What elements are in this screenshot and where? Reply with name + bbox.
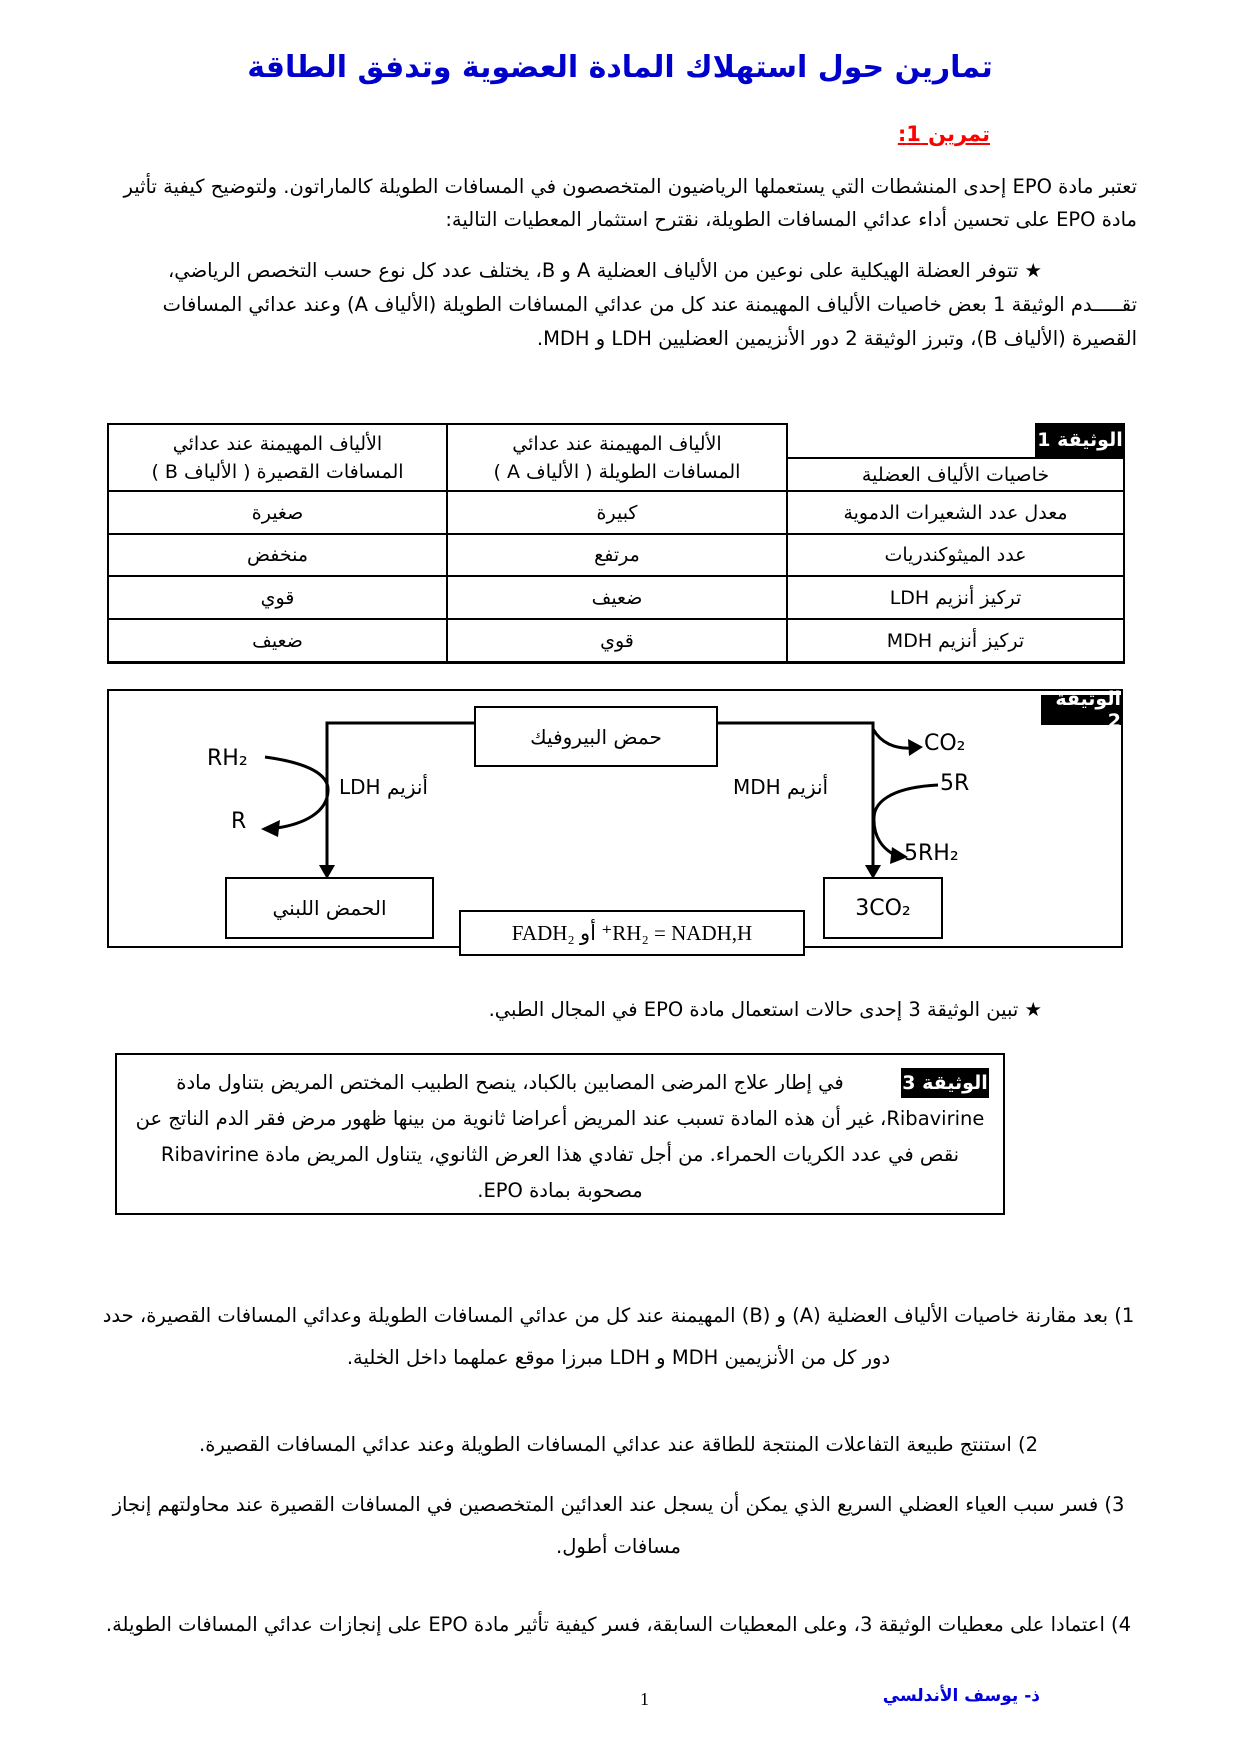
- question-2: 2) استنتج طبيعة التفاعلات المنتجة للطاقة عند عدائي المسافات الطويلة وعند عدائي المسافات القصيرة.: [199, 1433, 1038, 1456]
- question-1: 1) بعد مقارنة خاصيات الألياف العضلية (A) و (B) المهيمنة عند كل من عدائي المسافات الطويلة وعدائي المسافات القصيرة، حدد دور كل من الأنزيمين MDH و LDH مبرزا موقع عملهما داخل الخلية.: [102, 1304, 1135, 1369]
- question-3: 3) فسر سبب العياء العضلي السريع الذي يمكن أن يسجل عند العدائين المتخصصين في المسافات القصيرة عند محاولتهم إنجاز مسافات أطول.: [112, 1493, 1125, 1558]
- doc1-label: الوثيقة 1: [1035, 423, 1125, 457]
- table-cell-b: صغيرة: [251, 501, 304, 524]
- table-cell-a: مرتفع: [594, 544, 640, 566]
- star-icon: ★: [1024, 998, 1042, 1021]
- mdh-enzyme-label: أنزيم MDH: [733, 775, 829, 799]
- bullet-paragraph-1: [100, 254, 1137, 356]
- rh2-label: RH₂: [207, 746, 248, 771]
- exercise-heading: تمرين 1:: [897, 122, 990, 146]
- 5rh2-label: 5RH₂: [904, 841, 959, 866]
- table-header-property: خاصيات الألياف العضلية: [861, 463, 1050, 486]
- 5r-label: 5R: [940, 771, 970, 796]
- bullet-1-text: تتوفر العضلة الهيكلية على نوعين من الألياف العضلية A و B، يختلف عدد كل نوع حسب التخصص الرياضي، تقـــــدم الوثيقة 1 بعض خاصيات الألياف المهيمنة عند كل من عدائي المسافات الطويلة (الألياف A) وعند عدائي المسافات القصيرة (الألياف B)، وتبرز الوثيقة 2 دور الأنزيمين العضليين LDH و MDH.: [162, 259, 1137, 350]
- author-signature: ذ- يوسف الأندلسي: [882, 1686, 1040, 1706]
- doc3-text: في إطار علاج المرضى المصابين بالكباد، ينصح الطبيب المختص المريض بتناول مادة Ribavirine، غير أن هذه المادة تسبب عند المريض أعراضا ثانوية من بينها ظهور مرض فقر الدم الناتج عن نقص في عدد الكريات الحمراء. من أجل تفادي هذا العرض الثانوي، يتناول المريض مادة Ribavirine مصحوبة بمادة EPO.: [135, 1071, 985, 1202]
- table-cell-a: ضعيف: [591, 586, 643, 609]
- table-cell-property: معدل عدد الشعيرات الدموية: [843, 501, 1068, 524]
- star-icon: ★: [1024, 259, 1042, 282]
- table-header-fibers-a: الألياف المهيمنة عند عدائي المسافات الطويلة ( الألياف A ): [493, 432, 741, 483]
- page-title: تمارين حول استهلاك المادة العضوية وتدفق الطاقة: [247, 50, 993, 85]
- page-number: 1: [640, 1689, 649, 1709]
- table-cell-b: ضعيف: [252, 629, 303, 652]
- co2-label: CO₂: [924, 731, 966, 756]
- doc3-box: [115, 1053, 1005, 1215]
- bullet-paragraph-2: [100, 995, 1137, 1025]
- table-cell-property: تركيز أنزيم LDH: [889, 586, 1022, 609]
- rh2-definition-note: RH₂ = NADH,H⁺ أو FADH₂: [459, 910, 805, 956]
- table-header-fibers-b: الألياف المهيمنة عند عدائي المسافات القصيرة ( الألياف B ): [151, 432, 404, 483]
- bullet-2-text: تبين الوثيقة 3 إحدى حالات استعمال مادة EPO في المجال الطبي.: [488, 998, 1019, 1021]
- r-label: R: [231, 809, 247, 834]
- doc3-label: الوثيقة 3: [901, 1068, 989, 1098]
- table-cell-property: عدد الميثوكندريات: [884, 544, 1027, 566]
- doc2-figure: [107, 689, 1123, 948]
- table-cell-b: قوي: [260, 586, 295, 609]
- co2-output-box: 3CO₂: [823, 877, 943, 939]
- table-cell-b: منخفض: [246, 544, 309, 566]
- ldh-enzyme-label: أنزيم LDH: [339, 775, 428, 799]
- doc2-label: الوثيقة 2: [1041, 695, 1121, 725]
- table-border: [1123, 457, 1125, 664]
- doc1-table: [107, 423, 1125, 664]
- table-cell-a: قوي: [600, 629, 634, 652]
- table-cell-property: تركيز أنزيم MDH: [886, 629, 1025, 652]
- intro-paragraph: تعتبر مادة EPO إحدى المنشطات التي يستعملها الرياضيون المتخصصون في المسافات الطويلة كالماراتون. ولتوضيح كيفية تأثير مادة EPO على تحسين أداء عدائي المسافات الطويلة، نقترح استثمار المعطيات التالية:: [123, 175, 1137, 231]
- pyruvic-acid-box: حمض البيروفيك: [474, 706, 718, 767]
- table-border: [107, 661, 1125, 664]
- table-cell-a: كبيرة: [596, 501, 638, 524]
- lactic-acid-box: الحمض اللبني: [225, 877, 434, 939]
- question-4: 4) اعتمادا على معطيات الوثيقة 3، وعلى المعطيات السابقة، فسر كيفية تأثير مادة EPO على إنجازات عدائي المسافات الطويلة.: [105, 1613, 1132, 1636]
